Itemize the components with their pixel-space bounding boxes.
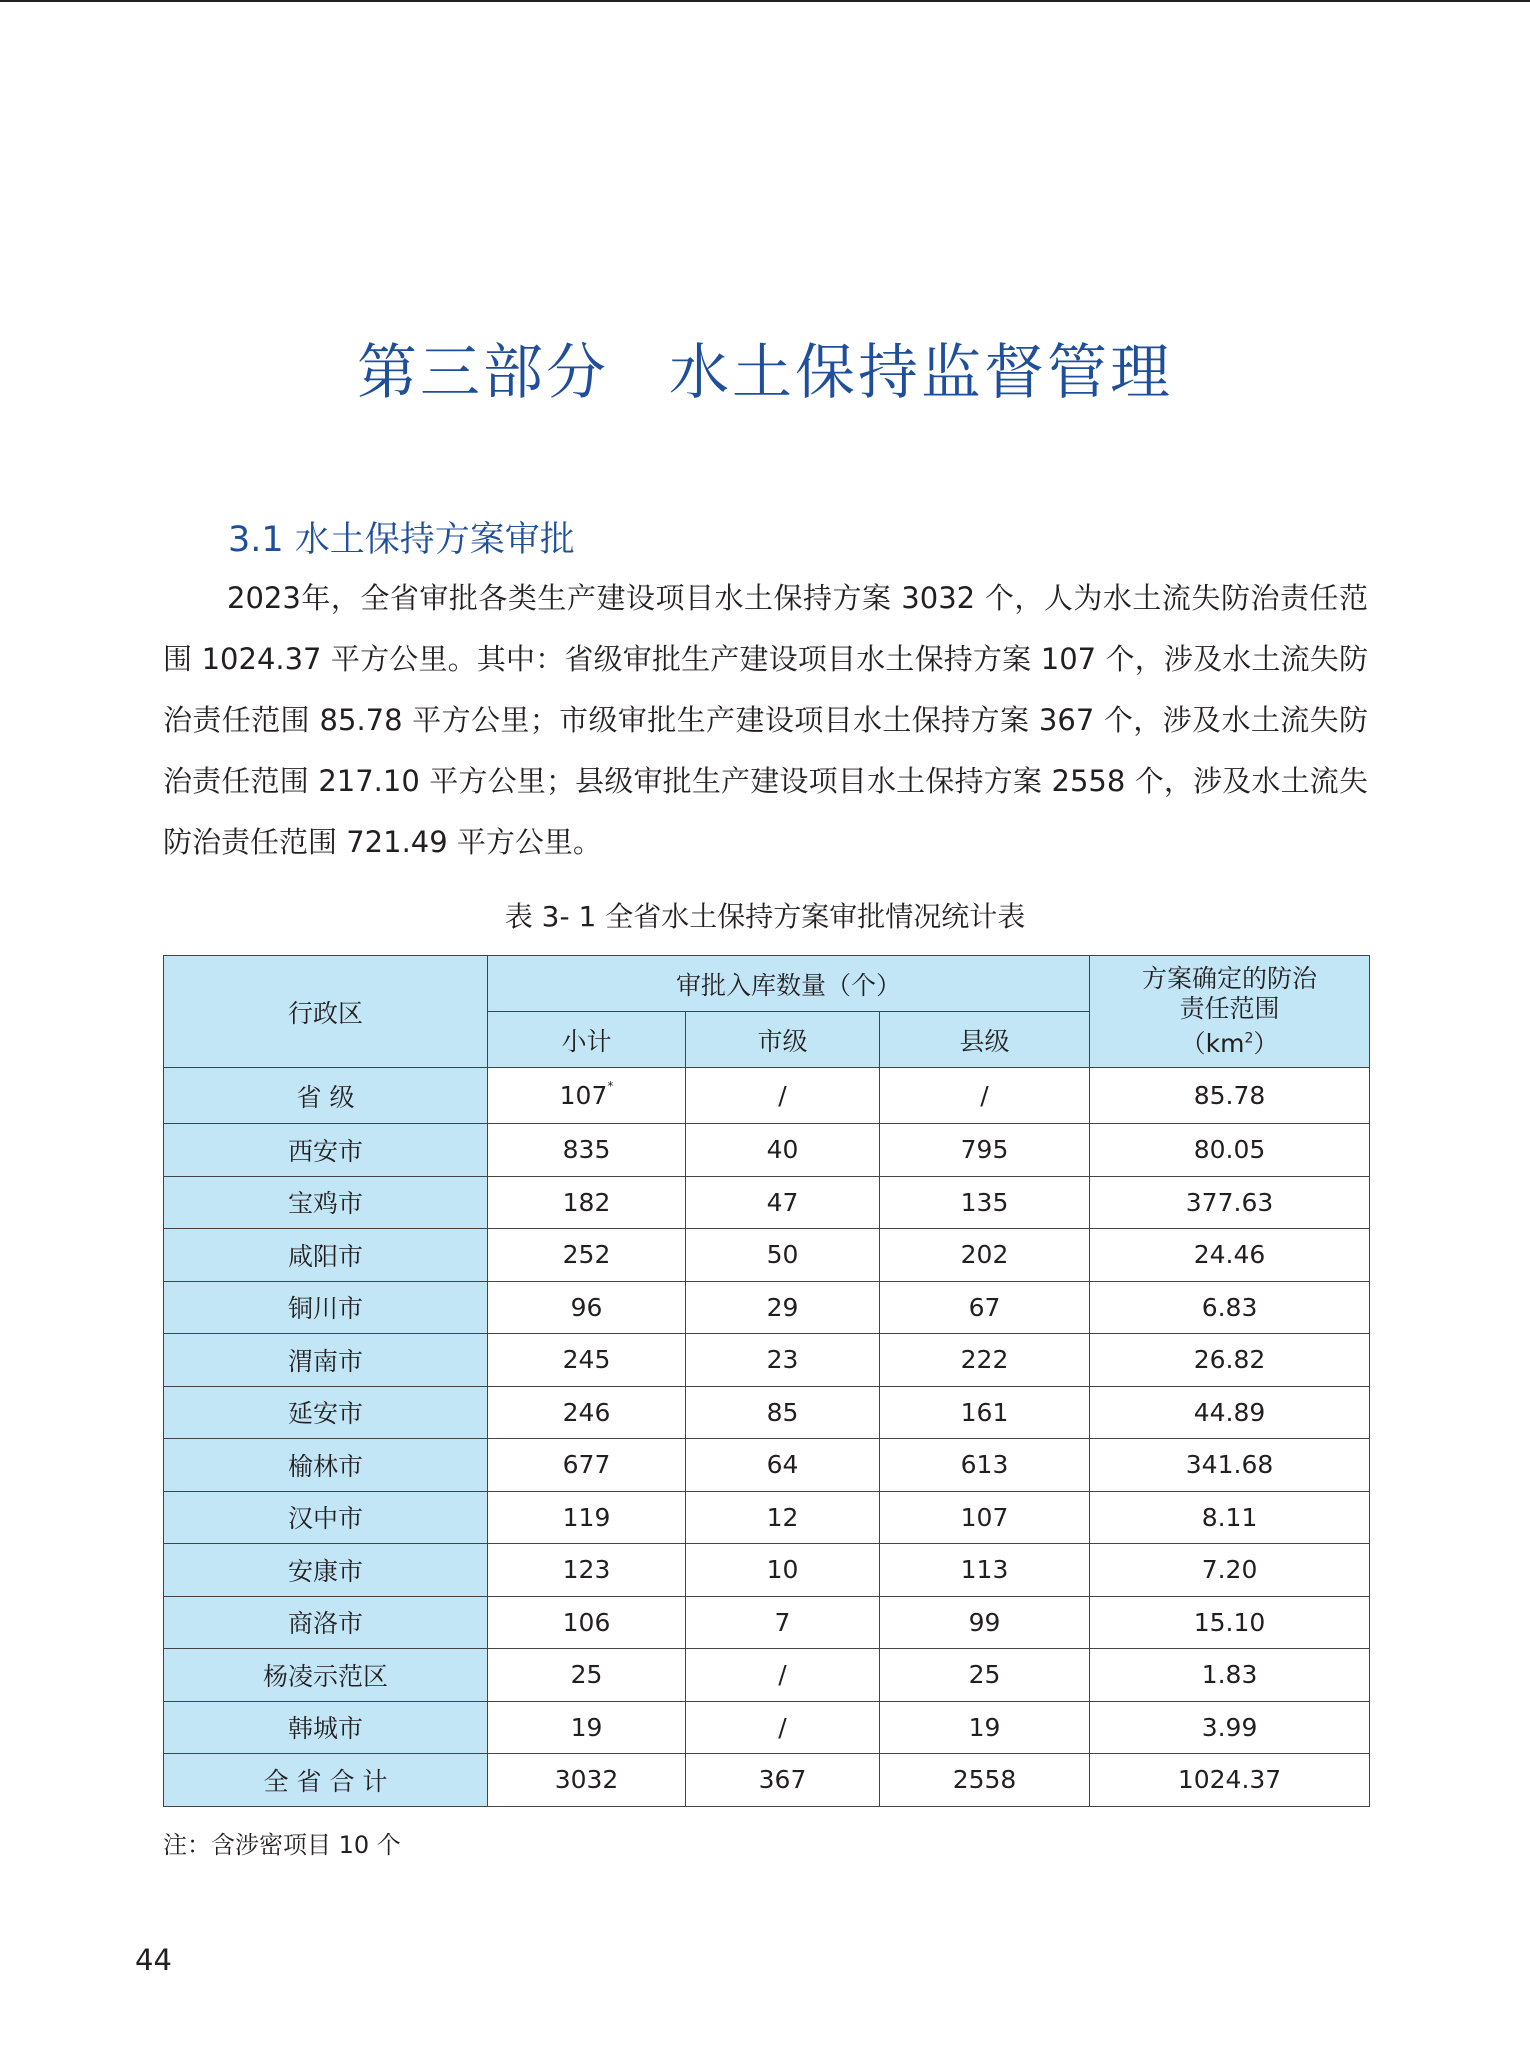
cell-city-level: 7: [686, 1596, 880, 1649]
header-area-line1: 方案确定的防治: [1142, 963, 1318, 993]
cell-subtotal: 677: [488, 1439, 686, 1492]
cell-region: 西安市: [164, 1124, 488, 1177]
table-row: [164, 1596, 1370, 1649]
cell-subtotal: 252: [488, 1229, 686, 1282]
cell-city-level: 12: [686, 1491, 880, 1544]
page-number: 44: [135, 1943, 172, 1977]
cell-subtotal: 3032: [488, 1754, 686, 1807]
cell-region: 渭南市: [164, 1334, 488, 1387]
cell-county-level: 613: [880, 1439, 1090, 1492]
cell-area: 44.89: [1090, 1386, 1370, 1439]
header-region: 行政区: [164, 956, 488, 1068]
cell-region: 咸阳市: [164, 1229, 488, 1282]
cell-county-level: 795: [880, 1124, 1090, 1177]
part-title-text: 水土保持监督管理: [669, 338, 1173, 408]
cell-city-level: /: [686, 1649, 880, 1702]
cell-region: 铜川市: [164, 1281, 488, 1334]
cell-region: 宝鸡市: [164, 1176, 488, 1229]
cell-area: 80.05: [1090, 1124, 1370, 1177]
cell-region: 榆林市: [164, 1439, 488, 1492]
table-row: [164, 1491, 1370, 1544]
approval-stats-table: [163, 955, 1370, 1807]
cell-area: 7.20: [1090, 1544, 1370, 1597]
section-heading: 3.1 水土保持方案审批: [228, 520, 575, 560]
cell-city-level: 367: [686, 1754, 880, 1807]
cell-subtotal: 835: [488, 1124, 686, 1177]
header-area-line2: 责任范围: [1179, 993, 1280, 1023]
cell-city-level: 47: [686, 1176, 880, 1229]
table-row: [164, 1701, 1370, 1754]
cell-city-level: 23: [686, 1334, 880, 1387]
cell-area: 1.83: [1090, 1649, 1370, 1702]
cell-area: 341.68: [1090, 1439, 1370, 1492]
cell-area: 377.63: [1090, 1176, 1370, 1229]
cell-area: 6.83: [1090, 1281, 1370, 1334]
table-row: [164, 1068, 1370, 1124]
cell-county-level: 113: [880, 1544, 1090, 1597]
table-row: [164, 1124, 1370, 1177]
cell-city-level: 40: [686, 1124, 880, 1177]
cell-region: 延安市: [164, 1386, 488, 1439]
cell-subtotal: 246: [488, 1386, 686, 1439]
cell-area: 26.82: [1090, 1334, 1370, 1387]
table-row: [164, 1754, 1370, 1807]
cell-city-level: 29: [686, 1281, 880, 1334]
cell-region: 省 级: [164, 1068, 488, 1124]
cell-subtotal: 107*: [488, 1068, 686, 1124]
table-row: [164, 1439, 1370, 1492]
cell-city-level: /: [686, 1701, 880, 1754]
cell-county-level: 222: [880, 1334, 1090, 1387]
table-note: 注：含涉密项目 10 个: [163, 1831, 401, 1859]
cell-area: 1024.37: [1090, 1754, 1370, 1807]
table-row: [164, 1386, 1370, 1439]
footnote-mark: *: [607, 1079, 614, 1093]
body-paragraph: 2023年，全省审批各类生产建设项目水土保持方案 3032 个，人为水土流失防治责任范围 1024.37 平方公里。其中：省级审批生产建设项目水土保持方案 107 个，涉及水土流失防治责任范围 85.78 平方公里；市级审批生产建设项目水土保持方案 367 个，涉及水土流失防治责任范围 217.10 平方公里；县级审批生产建设项目水土保持方案 2558 个，涉及水土流失防治责任范围 721.49 平方公里。: [163, 581, 1368, 859]
header-city-level: 市级: [686, 1012, 880, 1068]
cell-city-level: 50: [686, 1229, 880, 1282]
cell-county-level: 67: [880, 1281, 1090, 1334]
table-caption: 表 3- 1 全省水土保持方案审批情况统计表: [504, 900, 1026, 933]
cell-subtotal: 106: [488, 1596, 686, 1649]
cell-county-level: 161: [880, 1386, 1090, 1439]
cell-city-level: 64: [686, 1439, 880, 1492]
cell-subtotal: 19: [488, 1701, 686, 1754]
header-area-unit: $(km^2)$: [1180, 1029, 1279, 1059]
part-title: [0, 325, 1530, 411]
table-row: [164, 1544, 1370, 1597]
cell-county-level: 99: [880, 1596, 1090, 1649]
cell-county-level: 25: [880, 1649, 1090, 1702]
cell-subtotal: 119: [488, 1491, 686, 1544]
cell-county-level: /: [880, 1068, 1090, 1124]
cell-county-level: 202: [880, 1229, 1090, 1282]
table-row: [164, 1229, 1370, 1282]
cell-county-level: 2558: [880, 1754, 1090, 1807]
cell-subtotal: 245: [488, 1334, 686, 1387]
cell-region: 韩城市: [164, 1701, 488, 1754]
cell-area: 85.78: [1090, 1068, 1370, 1124]
cell-city-level: /: [686, 1068, 880, 1124]
cell-county-level: 135: [880, 1176, 1090, 1229]
cell-area: 8.11: [1090, 1491, 1370, 1544]
cell-subtotal: 25: [488, 1649, 686, 1702]
cell-subtotal: 96: [488, 1281, 686, 1334]
cell-region: 安康市: [164, 1544, 488, 1597]
cell-subtotal: 123: [488, 1544, 686, 1597]
top-rule: [0, 0, 1530, 2]
header-area: [1090, 956, 1370, 1068]
table-row: [164, 1649, 1370, 1702]
cell-area: 3.99: [1090, 1701, 1370, 1754]
table-row: [164, 1176, 1370, 1229]
cell-region: 全 省 合 计: [164, 1754, 488, 1807]
cell-county-level: 19: [880, 1701, 1090, 1754]
cell-city-level: 10: [686, 1544, 880, 1597]
cell-region: 汉中市: [164, 1491, 488, 1544]
part-title-number: 第三部分: [357, 338, 609, 408]
table-row: [164, 1281, 1370, 1334]
header-subtotal: 小计: [488, 1012, 686, 1068]
cell-region: 杨凌示范区: [164, 1649, 488, 1702]
cell-county-level: 107: [880, 1491, 1090, 1544]
cell-city-level: 85: [686, 1386, 880, 1439]
cell-subtotal: 182: [488, 1176, 686, 1229]
header-count-group: 审批入库数量（个）: [488, 956, 1090, 1012]
header-county-level: 县级: [880, 1012, 1090, 1068]
cell-area: 24.46: [1090, 1229, 1370, 1282]
cell-region: 商洛市: [164, 1596, 488, 1649]
cell-area: 15.10: [1090, 1596, 1370, 1649]
table-row: [164, 1334, 1370, 1387]
